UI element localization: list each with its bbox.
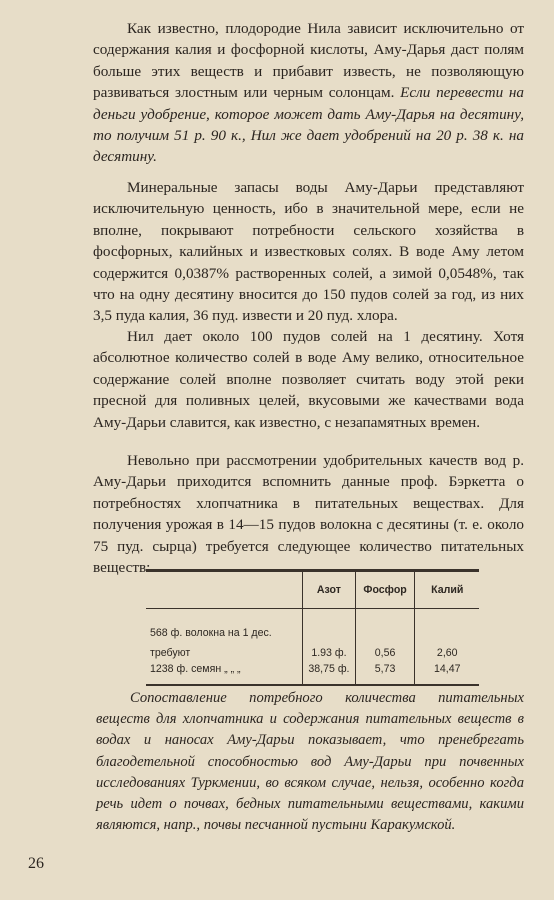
table-cell: 2,60 bbox=[415, 643, 479, 663]
page-number: 26 bbox=[28, 855, 44, 872]
table-cell: требуют bbox=[150, 647, 191, 659]
paragraph-text: Как известно, плодородие Нила зависит исключительно от содержания калия и фосфорной кислоты, Аму-Дарья даст полям больше этих веществ и прибавит известь, не позволяющую развиваться злостным или черным солонцам. bbox=[93, 20, 524, 102]
paragraph-nile-salts: Нил дает около 100 пудов солей на 1 десятину. Хотя абсолютное количество солей в воде Аму велико, относительное содержание солей вполне позволяет считать воду этой реки пресной для поливных целей, вкусовыми же качествами вода Аму-Дарьи славится, как известно, с незапамятных времен. bbox=[93, 328, 524, 431]
table-cell: 568 ф. волокна на 1 дес. bbox=[150, 627, 272, 639]
table-header-blank bbox=[146, 571, 303, 609]
table-row bbox=[146, 663, 479, 685]
table-cell: 1.93 ф. bbox=[303, 643, 356, 663]
table-cell: 1238 ф. семян „ „ „ bbox=[146, 663, 303, 685]
table-cell: 0,56 bbox=[355, 643, 415, 663]
paragraph-italic-text: Если перевести на деньги удобрение, которое может дать Аму-Дарья на десятину, то получим 51 р. 90 к., Нил же дает удобрений на 20 р. 38 к. на десятину. bbox=[93, 84, 525, 166]
paragraph-mineral-reserves: Минеральные запасы воды Аму-Дарьи представляют исключительную ценность, ибо в значительной мере, если не вполне, покрывают потребности сельского хозяйства в фосфорных, калийных и известковых солях. В воде Аму летом содержится 0,0387% растворенных солей, а зимой 0,0548%, так что на одну десятину вносится до 150 пудов солей за год, из них 3,5 пуда калия, 36 пуд. извести и 20 пуд. хлора. bbox=[93, 179, 524, 325]
paragraph-conclusion: Сопоставление потребного количества питательных веществ для хлопчатника и содержания питательных веществ в водах и наносах Аму-Дарьи показывает, что пренебрегать благодетельной способностью вод Аму-Дарьи при почвенных исследованиях Туркмении, во всяком случае, нельзя, особенно когда речь идет о почвах, бедных питательными веществами, какими являются, напр., почвы песчанной пустыни Каракумской. bbox=[96, 690, 524, 834]
table-header-nitrogen: Азот bbox=[303, 571, 356, 609]
paragraph-burkett-data: Невольно при рассмотрении удобрительных качеств вод р. Аму-Дарьи приходится вспомнить данные проф. Бэркетта о потребностях хлопчатника в питательных веществах. Для получения урожая в 14—15 пудов волокна с десятины (т. е. около 75 пуд. сырца) требуется следующее количество питательных веществ: bbox=[93, 452, 524, 577]
table-header-potassium: Калий bbox=[415, 571, 479, 609]
table-spacer-row bbox=[146, 609, 479, 624]
table-header-phosphorus: Фосфор bbox=[355, 571, 415, 609]
table-row bbox=[146, 643, 479, 663]
table-cell: 38,75 ф. bbox=[303, 663, 356, 685]
paragraph-nile-fertility bbox=[93, 18, 524, 168]
table-header-row bbox=[146, 571, 479, 609]
table-row bbox=[146, 623, 479, 643]
table-cell: 5,73 bbox=[355, 663, 415, 685]
nutrient-table bbox=[146, 569, 479, 679]
table-cell: 14,47 bbox=[415, 663, 479, 685]
